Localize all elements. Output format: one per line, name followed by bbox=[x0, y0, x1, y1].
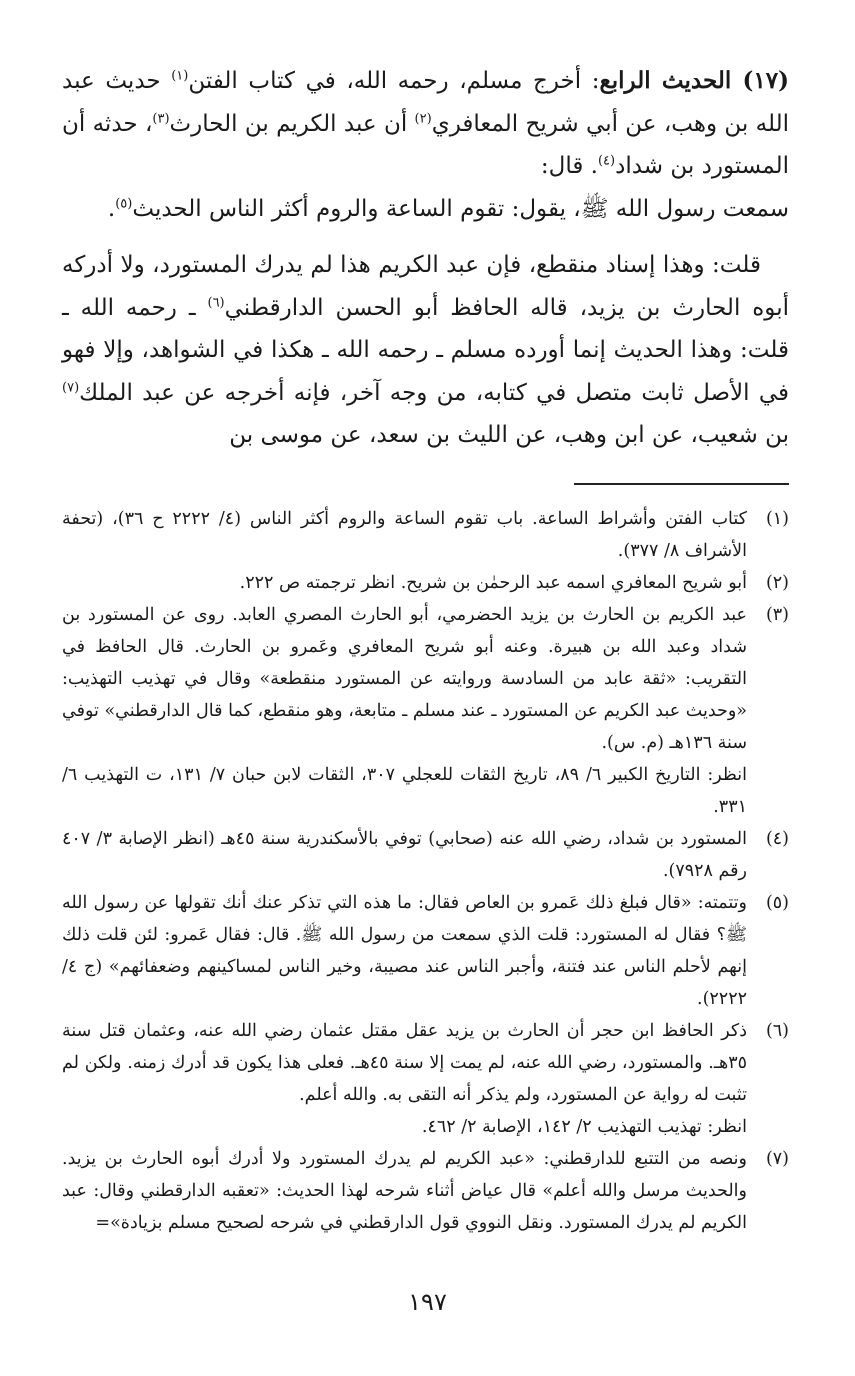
footnote-number: (٢) bbox=[765, 572, 789, 593]
footnote-text: ذكر الحافظ ابن حجر أن الحارث بن يزيد عقل مقتل عثمان رضي الله عنه، وعثمان قتل سنة ٣٥هـ. والمستورد، رضي الله عنه، لم يمت إلا سنة ٤٥هـ. فعلى هذا يكون قد أدرك زمنه. ولكن لم تثبت له رواية عن المستورد، ولم يذكر أنه التقى به. والله أعلم. bbox=[62, 1020, 747, 1105]
footnote-ref-2[interactable]: (٢) bbox=[414, 110, 432, 126]
book-page bbox=[62, 60, 789, 1239]
footnote-ref-4[interactable]: (٤) bbox=[597, 153, 616, 169]
footnote-7 bbox=[62, 1143, 789, 1239]
text-run: سمعت رسول الله ﷺ، يقول: تقوم الساعة والروم أكثر الناس الحديث bbox=[132, 195, 789, 222]
footnote-text: ونصه من التتبع للدارقطني: «عبد الكريم لم يدرك المستورد ولا أدرك أبوه الحارث بن يزيد. والحديث مرسل والله أعلم» قال عياض أثناء شرحه لهذا الحديث: «تعقبه الدارقطني وقال: عبد الكريم لم يدرك المستورد. ونقل النووي قول الدارقطني في شرحه لصحيح مسلم بزيادة»= bbox=[62, 1148, 747, 1233]
hadith-text bbox=[62, 188, 789, 231]
footnote-4 bbox=[62, 823, 789, 887]
text-run: حديث عبد الله بن وهب، عن أبي شريح المعافري bbox=[62, 68, 789, 137]
footnote-text: أبو شريح المعافري اسمه عبد الرحمٰن بن شريح. انظر ترجمته ص ٢٢٢. bbox=[239, 572, 747, 593]
text-run: أن عبد الكريم بن الحارث bbox=[169, 110, 415, 137]
text-run: . قال: bbox=[540, 153, 598, 179]
footnote-separator bbox=[574, 483, 789, 485]
footnote-5 bbox=[62, 887, 789, 1015]
footnote-6 bbox=[62, 1015, 789, 1143]
footnote-number: (٣) bbox=[765, 604, 789, 625]
footnote-2 bbox=[62, 567, 789, 599]
text-run: ، حدثه أن المستورد بن شداد bbox=[62, 110, 789, 179]
hadith-paragraph bbox=[62, 60, 789, 188]
text-run: بن شعيب، عن ابن وهب، عن الليث بن سعد، عن موسى بن bbox=[229, 422, 789, 448]
footnote-text: انظر: التاريخ الكبير ٦/ ٨٩، تاريخ الثقات للعجلي ٣٠٧، الثقات لابن حبان ٧/ ١٣١، ت التهذيب ٦/ ٣٣١. bbox=[62, 764, 747, 817]
footnote-1 bbox=[62, 503, 789, 567]
footnote-3 bbox=[62, 599, 789, 823]
footnote-ref-3[interactable]: (٣) bbox=[152, 110, 170, 126]
text-run: . bbox=[107, 195, 116, 222]
footnote-text: كتاب الفتن وأشراط الساعة. باب تقوم الساعة والروم أكثر الناس (٤/ ٢٢٢٢ ح ٣٦)، (تحفة الأشراف ٨/ ٣٧٧). bbox=[62, 508, 747, 561]
footnote-ref-1[interactable]: (١) bbox=[171, 68, 189, 84]
footnote-number: (١) bbox=[765, 508, 789, 529]
footnote-number: (٥) bbox=[765, 892, 789, 913]
footnote-ref-7[interactable]: (٧) bbox=[62, 379, 80, 395]
footnotes bbox=[62, 503, 789, 1239]
footnote-text: انظر: تهذيب التهذيب ٢/ ١٤٢، الإصابة ٢/ ٤٦٢. bbox=[421, 1116, 747, 1137]
text-run: ـ رحمه الله ـ قلت: وهذا الحديث إنما أورده مسلم ـ رحمه الله ـ هكذا في الشواهد، وإلا فهو في الأصل ثابت متصل في كتابه، من وجه آخر، فإنه أخرجه عن عبد الملك bbox=[62, 294, 789, 406]
text-run: : أخرج مسلم، رحمه الله، في كتاب الفتن bbox=[188, 68, 600, 94]
footnote-ref-6[interactable]: (٦) bbox=[207, 294, 225, 310]
footnote-number: (٦) bbox=[765, 1020, 789, 1041]
footnote-number: (٤) bbox=[765, 828, 789, 849]
hadith-heading: (١٧) الحديث الرابع bbox=[599, 67, 789, 94]
footnote-number: (٧) bbox=[765, 1148, 789, 1169]
commentary-paragraph bbox=[62, 244, 789, 457]
footnote-ref-5[interactable]: (٥) bbox=[115, 195, 133, 211]
footnote-text: عبد الكريم بن الحارث بن يزيد الحضرمي، أبو الحارث المصري العابد. روى عن المستورد بن شداد وعبد الله بن هبيرة. وعنه أبو شريح المعافري وعَمرو بن الحارث. قال الحافظ في التقريب: «ثقة عابد من السادسة وروايته عن المستورد منقطعة» وقال في تهذيب التهذيب: «وحديث عبد الكريم عن المستورد ـ عند مسلم ـ متابعة، وهو منقطع، كما قال الدارقطني» توفي سنة ١٣٦هـ (م. س). bbox=[62, 604, 747, 753]
footnote-text: المستورد بن شداد، رضي الله عنه (صحابي) توفي بالأسكندرية سنة ٤٥هـ (انظر الإصابة ٣/ ٤٠٧ رقم ٧٩٢٨). bbox=[62, 828, 747, 881]
page-number: ١٩٧ bbox=[408, 1288, 447, 1316]
main-text bbox=[62, 60, 789, 457]
text-run: قلت: وهذا إسناد منقطع، فإن عبد الكريم هذا لم يدرك المستورد، ولا أدركه أبوه الحارث بن يزيد، قاله الحافظ أبو الحسن الدارقطني bbox=[62, 252, 789, 321]
footnote-text: وتتمته: «قال فبلغ ذلك عَمرو بن العاص فقال: ما هذه التي تذكر عنك أنك تقولها عن رسول الله ﷺ؟ فقال له المستورد: قلت الذي سمعت من رسول الله ﷺ. قال: فقال عَمرو: لئن قلت ذلك إنهم لأحلم الناس عند فتنة، وأجبر الناس عند مصيبة، وخير الناس لمساكينهم وضعفائهم» (ج ٤/ ٢٢٢٢). bbox=[62, 892, 747, 1009]
